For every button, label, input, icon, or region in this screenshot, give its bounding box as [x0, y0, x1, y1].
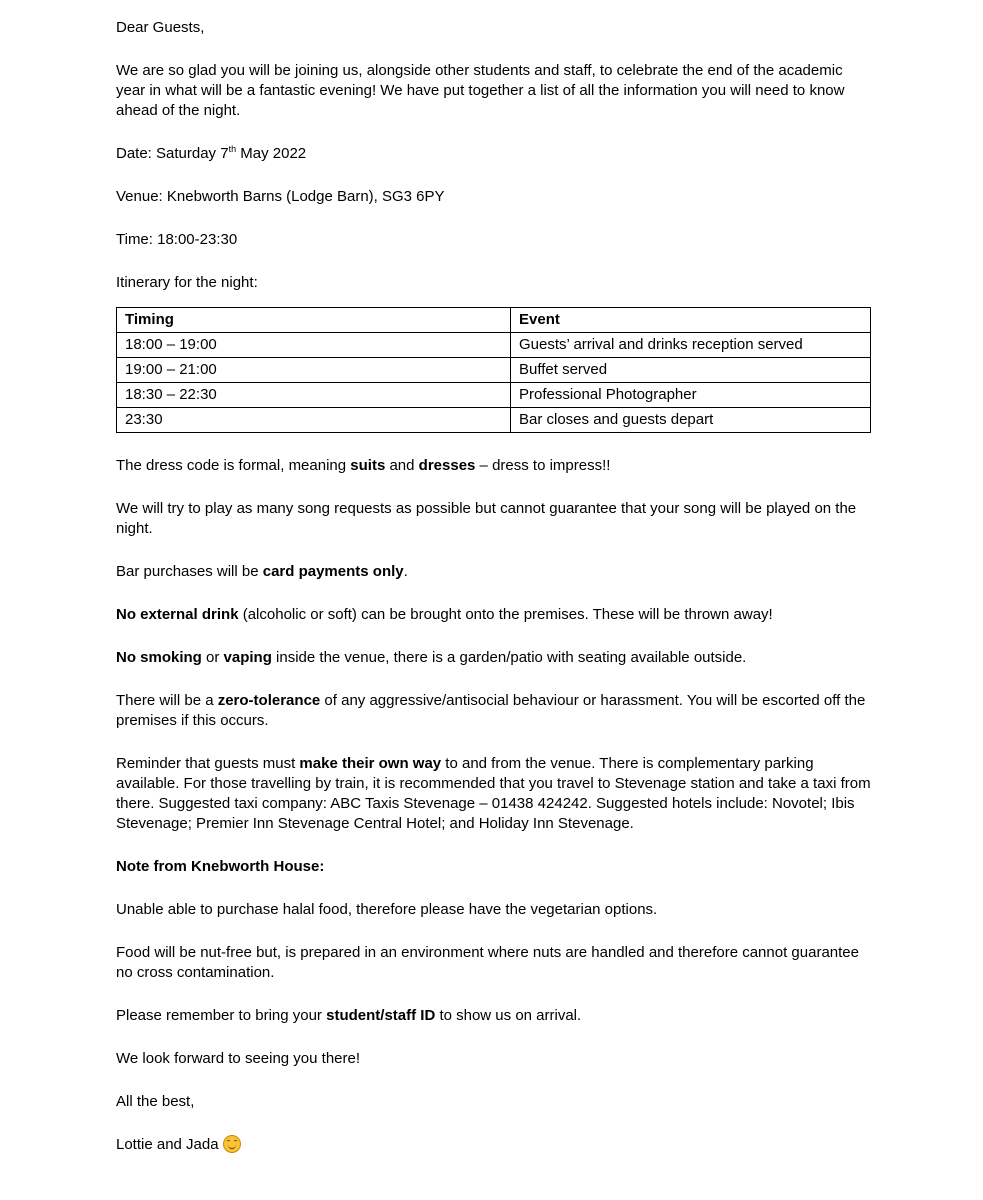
zero-tolerance: There will be a zero-tolerance of any aggressive/antisocial behaviour or harassment. You will be escorted off the premises if this occurs.	[116, 692, 866, 729]
row-event: Guests’ arrival and drinks reception served	[511, 333, 871, 358]
intro-paragraph: We are so glad you will be joining us, alongside other students and staff, to celebrate the end of the academic year in what will be a fantastic evening! We have put together a list of all the information you will need to know ahead of the night.	[116, 62, 845, 119]
song-requests: We will try to play as many song requests as possible but cannot guarantee that your song will be played on the night.	[116, 500, 857, 537]
id-note: Please remember to bring your student/staff ID to show us on arrival.	[116, 1007, 582, 1024]
smiling-face-icon	[223, 1135, 241, 1153]
row-timing: 18:30 – 22:30	[117, 383, 511, 408]
external-drink-rule: No external drink (alcoholic or soft) can be brought onto the premises. These will be thrown away!	[116, 606, 773, 623]
table-row	[117, 383, 871, 408]
row-timing: 23:30	[117, 408, 511, 433]
closing-line: We look forward to seeing you there!	[116, 1050, 361, 1067]
dress-code: The dress code is formal, meaning suits and dresses – dress to impress!!	[116, 457, 611, 474]
greeting: Dear Guests,	[116, 19, 205, 36]
letter-body	[116, 18, 871, 1155]
header-timing: Timing	[117, 308, 511, 333]
table-row	[117, 358, 871, 383]
row-event: Professional Photographer	[511, 383, 871, 408]
bar-payments: Bar purchases will be card payments only.	[116, 563, 408, 580]
row-event: Bar closes and guests depart	[511, 408, 871, 433]
table-row	[117, 408, 871, 433]
row-event: Buffet served	[511, 358, 871, 383]
row-timing: 18:00 – 19:00	[117, 333, 511, 358]
event-time: Time: 18:00-23:30	[116, 231, 238, 248]
row-timing: 19:00 – 21:00	[117, 358, 511, 383]
itinerary-label: Itinerary for the night:	[116, 274, 258, 291]
itinerary-table	[116, 307, 871, 433]
event-venue: Venue: Knebworth Barns (Lodge Barn), SG3 6PY	[116, 188, 445, 205]
signature: Lottie and Jada	[116, 1135, 871, 1155]
halal-note: Unable able to purchase halal food, therefore please have the vegetarian options.	[116, 901, 658, 918]
travel-info: Reminder that guests must make their own way to and from the venue. There is complementary parking available. For those travelling by train, it is recommended that you travel to Stevenage station and take a taxi from there. Suggested taxi company: ABC Taxis Stevenage – 01438 424242. Suggested hotels include: Novotel; Ibis Stevenage; Premier Inn Stevenage Central Hotel; and Holiday Inn Stevenage.	[116, 755, 871, 832]
nut-note: Food will be nut-free but, is prepared in an environment where nuts are handled and therefore cannot guarantee no cross contamination.	[116, 944, 859, 981]
event-date: Date: Saturday 7th May 2022	[116, 144, 307, 162]
smoking-rule: No smoking or vaping inside the venue, there is a garden/patio with seating available outside.	[116, 649, 747, 666]
signoff: All the best,	[116, 1093, 195, 1110]
header-event: Event	[511, 308, 871, 333]
table-row	[117, 333, 871, 358]
note-heading: Note from Knebworth House:	[116, 858, 325, 875]
table-header-row	[117, 308, 871, 333]
